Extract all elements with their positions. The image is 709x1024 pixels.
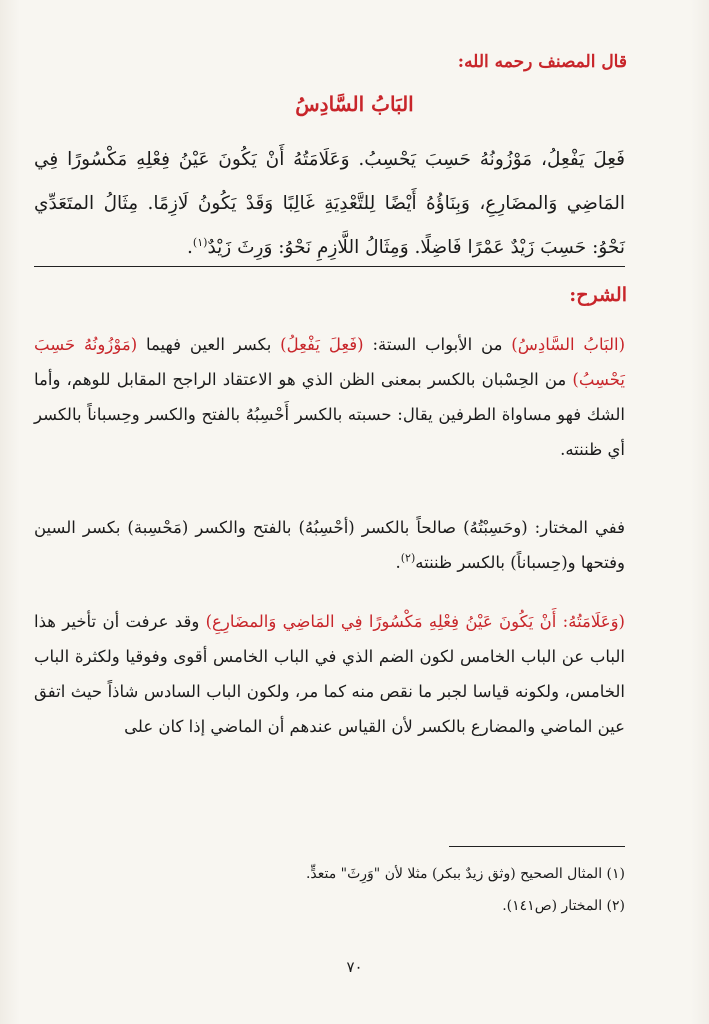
footnote-ref-1: (١): [192, 235, 208, 249]
author-intro-heading: قال المصنف رحمه الله:: [457, 52, 627, 72]
section-divider: [34, 266, 625, 267]
commentary-text: من الحِسْبان بالكسر بمعنى الظن الذي هو الاعتقاد الراجح المقابل للوهم، وأما الشك فهو مساواة الطرفين يقال: حسبته بالكسر أَحْسِبُهُ بالفتح والكسر وحِسباناً بالكسر أي ظننته.: [34, 370, 625, 459]
quoted-matn: (البَابُ السَّادِسُ): [511, 335, 626, 354]
quoted-matn: (وَعَلَامَتُهُ: أَنْ يَكُونَ عَيْنُ فِعْلِهِ مَكْسُورًا فِي المَاضِي وَالمضَارِعِ): [205, 612, 625, 631]
commentary-paragraph-3: [34, 604, 625, 744]
commentary-text: ففي المختار: (وحَسِبْتُهُ) صالحاً بالكسر (أحْسِبُهُ) بالفتح والكسر (مَحْسِبة) بكسر السين وفتحها و(حِسباناً) بالكسر ظننته: [34, 518, 625, 572]
commentary-heading: الشرح:: [569, 284, 627, 306]
footnotes: [120, 858, 625, 922]
matn-text: فَعِلَ يَفْعِلُ، مَوْزُونُهُ حَسِبَ يَحْسِبُ. وَعَلَامَتُهُ أَنْ يَكُونَ عَيْنُ فِعْلِهِ مَكْسُورًا فِي المَاضِي وَالمضَارِعِ، وَبِنَاؤُهُ أَيْضًا لِلتَّعْدِيَةِ غَالِبًا وَقَدْ يَكُونُ لَازِمًا. مِثَالُ المتَعَدِّي نَحْوُ: حَسِبَ زَيْدٌ عَمْرًا فَاضِلًا. وَمِثَالُ اللَّازِمِ نَحْوُ: وَرِثَ زَيْدٌ: [34, 149, 625, 258]
quoted-matn: (مَوْزُونُهُ حَسِبَ يَحْسِبُ): [34, 335, 625, 389]
quoted-matn: (فَعِلَ يَفْعِلُ): [280, 335, 364, 354]
commentary-paragraph-1: [34, 327, 625, 467]
footnote-2: (٢) المختار (ص١٤١).: [502, 898, 625, 914]
chapter-title: البَابُ السَّادِسُ: [295, 92, 414, 116]
footnote-1: (١) المثال الصحيح (وثق زيدٌ ببكر) مثلا لأن "وَرِثَ" متعدٍّ.: [305, 866, 625, 882]
commentary-paragraph-2: ففي المختار: (وحَسِبْتُهُ) صالحاً بالكسر (أحْسِبُهُ) بالفتح والكسر (مَحْسِبة) بكسر السين وفتحها و(حِسباناً) بالكسر ظننته$^{(٢)}$.: [34, 518, 625, 572]
footnote-ref-2: (٢): [400, 551, 416, 565]
page-number: ٧٠: [346, 958, 363, 976]
commentary-text: بكسر العين فهيما: [137, 335, 281, 354]
footnote-separator: [449, 846, 625, 847]
matn-text-block: فَعِلَ يَفْعِلُ، مَوْزُونُهُ حَسِبَ يَحْسِبُ. وَعَلَامَتُهُ أَنْ يَكُونَ عَيْنُ فِعْلِهِ مَكْسُورًا فِي المَاضِي وَالمضَارِعِ، وَبِنَاؤُهُ أَيْضًا لِلتَّعْدِيَةِ غَالِبًا وَقَدْ يَكُونُ لَازِمًا. مِثَالُ المتَعَدِّي نَحْوُ: حَسِبَ زَيْدٌ عَمْرًا فَاضِلًا. وَمِثَالُ اللَّازِمِ نَحْوُ: وَرِثَ زَيْدٌ$^{(١)}$.: [34, 149, 625, 258]
commentary-text: من الأبواب الستة:: [363, 335, 512, 354]
commentary-text: وقد عرفت أن تأخير هذا الباب عن الباب الخامس لكون الضم الذي في الباب الخامس أقوى وفوقيا ولكثرة الباب الخامس، ولكونه قياسا لجبر ما نقص منه كما مر، ولكون الباب السادس شاذاً حيث اتفق عين الماضي والمضارع بالكسر لأن القياس عندهم أن الماضي إذا كان على: [34, 612, 625, 736]
